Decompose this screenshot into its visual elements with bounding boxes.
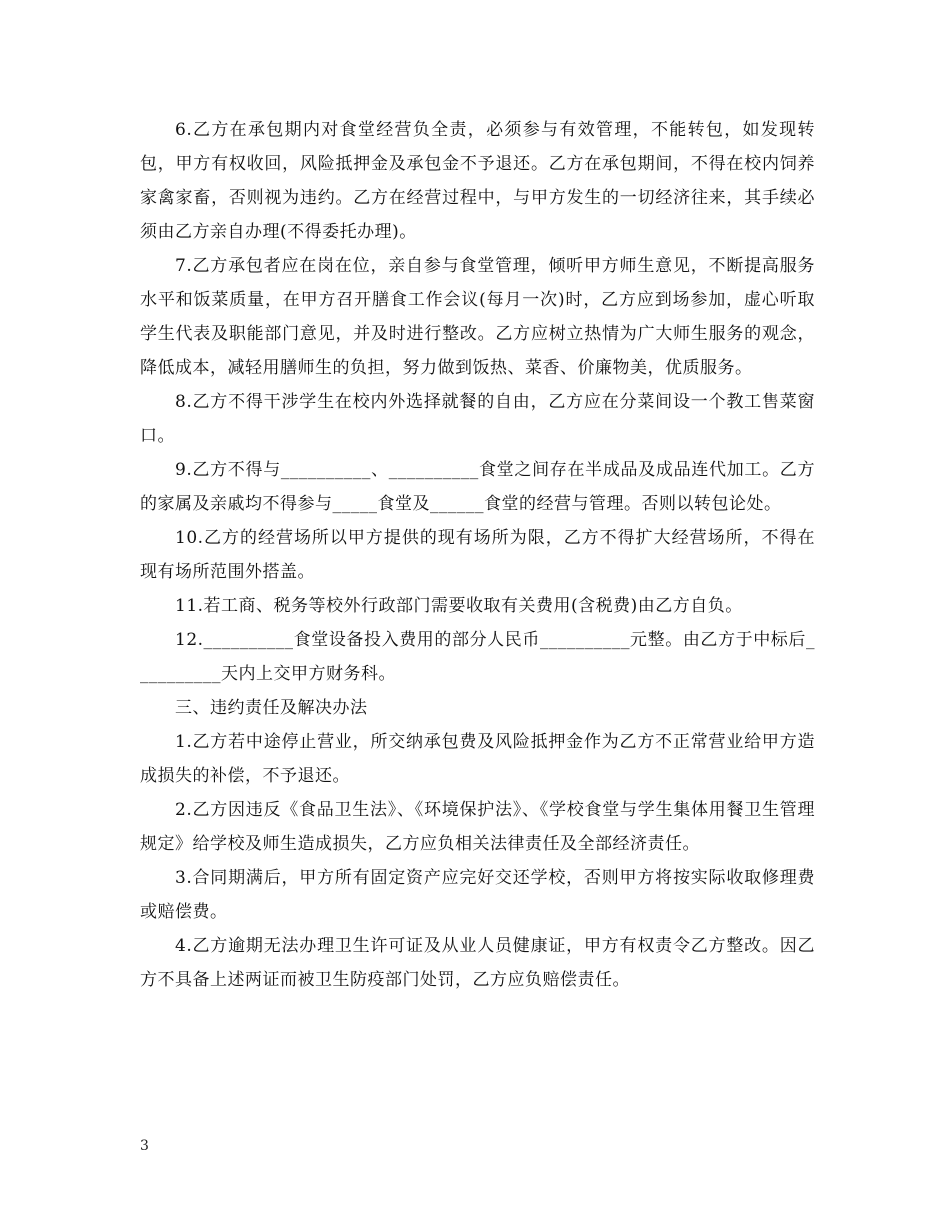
section-heading-breach-liability: 三、违约责任及解决办法 [175, 698, 368, 718]
breach-clause-2: 2.乙方因违反《食品卫生法》、《环境保护法》、《学校食堂与学生集体用餐卫生管理规定》给学校及师生造成损失，乙方应负相关法律责任及全部经济责任。 [140, 800, 815, 854]
clause-6: 6.乙方在承包期内对食堂经营负全责，必须参与有效管理，不能转包，如发现转包，甲方有权收回，风险抵押金及承包金不予退还。乙方在承包期间，不得在校内饲养家禽家畜，否则视为违约。乙方在经营过程中，与甲方发生的一切经济往来，其手续必须由乙方亲自办理(不得委托办理)。 [140, 120, 815, 242]
clause-11: 11.若工商、税务等校外行政部门需要收取有关费用(含税费)由乙方自负。 [175, 596, 743, 616]
page-number: 3 [140, 1138, 149, 1154]
breach-clause-4: 4.乙方逾期无法办理卫生许可证及从业人员健康证，甲方有权责令乙方整改。因乙方不具备上述两证而被卫生防疫部门处罚，乙方应负赔偿责任。 [140, 936, 815, 990]
clause-7: 7.乙方承包者应在岗在位，亲自参与食堂管理，倾听甲方师生意见，不断提高服务水平和饭菜质量，在甲方召开膳食工作会议(每月一次)时，乙方应到场参加，虚心听取学生代表及职能部门意见，并及时进行整改。乙方应树立热情为广大师生服务的观念，降低成本，减轻用膳师生的负担，努力做到饭热、菜香、价廉物美，优质服务。 [140, 256, 815, 378]
clause-10: 10.乙方的经营场所以甲方提供的现有场所为限，乙方不得扩大经营场所，不得在现有场所范围外搭盖。 [140, 528, 815, 582]
clause-12: 12.__________食堂设备投入费用的部分人民币__________元整。由乙方于中标后__________天内上交甲方财务科。 [140, 630, 815, 684]
clause-9: 9.乙方不得与__________、__________食堂之间存在半成品及成品连代加工。乙方的家属及亲戚均不得参与_____食堂及______食堂的经营与管理。否则以转包论处。 [140, 460, 815, 514]
clause-8: 8.乙方不得干涉学生在校内外选择就餐的自由，乙方应在分菜间设一个教工售菜窗口。 [140, 392, 815, 446]
document-body [140, 113, 815, 997]
breach-clause-3: 3.合同期满后，甲方所有固定资产应完好交还学校，否则甲方将按实际收取修理费或赔偿费。 [140, 868, 815, 922]
breach-clause-1: 1.乙方若中途停止营业，所交纳承包费及风险抵押金作为乙方不正常营业给甲方造成损失的补偿，不予退还。 [140, 732, 815, 786]
